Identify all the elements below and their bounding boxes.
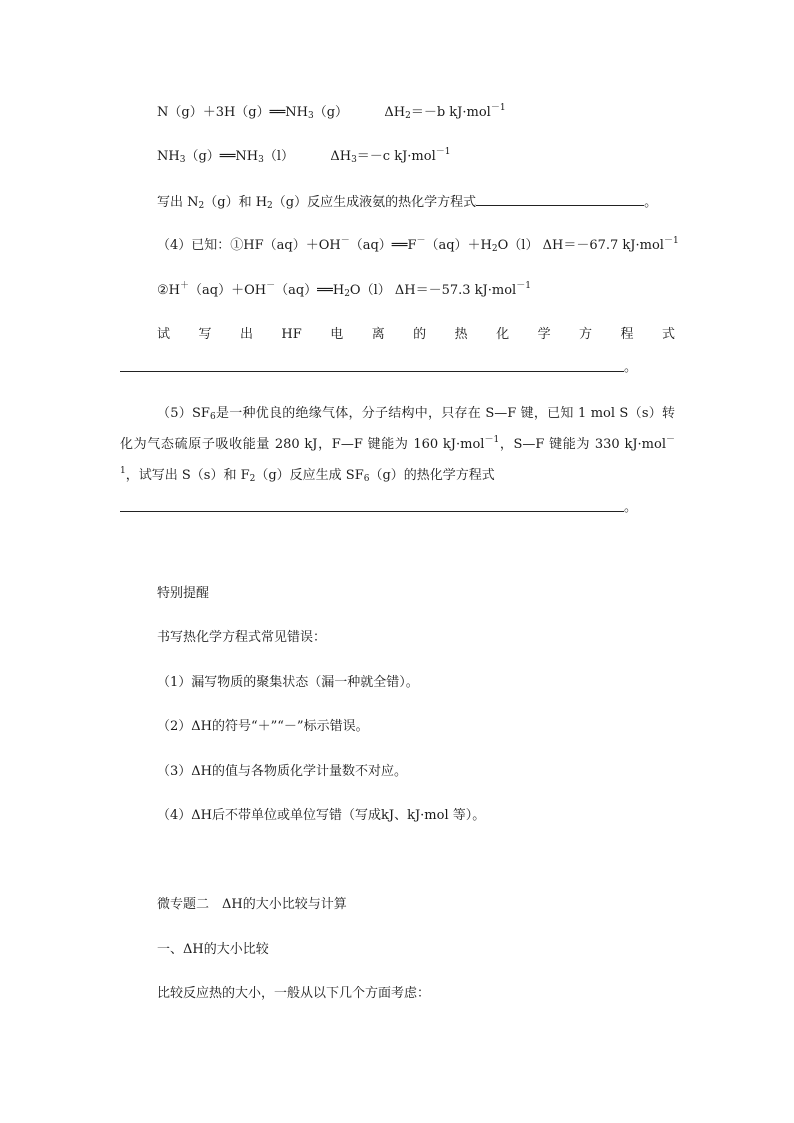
question-4-given-1: （4）已知：$①HF(aq)+OH^-(aq)══F^-(aq)+H_2O(l)$ ΔH＝－67.7 kJ·mol$^{-1}$	[157, 236, 679, 254]
equation-nh3-liquid: $NH_3(g)══NH_3(l)$ $\Delta H_3=-c$ kJ·mol$^{-1}$	[157, 147, 451, 165]
tips-intro: 书写热化学方程式常见错误：	[157, 630, 327, 645]
question-4-prompt: 试 写 出 HF 电 离 的 热 化 学 方 程 式	[157, 327, 675, 342]
answer-blank-q5[interactable]	[120, 510, 624, 512]
question-5: $(5)SF_6$是一种优良的绝缘气体，分子结构中，只存在 S—F 键，已知 1 mol S（s）转化为气态硫原子吸收能量 280 kJ，F—F 键能为 160 kJ·mol$^{-1}$，S—F 键能为 330 kJ·mol$^{-1}$，试写出 S（s）和 $F_2(g)$反应生成 $SF_6(g)$的热化学方程式	[120, 406, 675, 484]
question-4-given-2: $②H^+(aq)+OH^-(aq)══H_2O(l)$ ΔH＝－57.3 kJ·mol$^{-1}$	[157, 281, 531, 299]
question-3-prompt: 写出 $N_2(g)$和 $H_2(g)$反应生成液氨的热化学方程式 。	[157, 191, 657, 213]
period: 。	[624, 360, 638, 375]
tips-item: （3）ΔH的值与各物质化学计量数不对应。	[157, 764, 407, 779]
tips-item: （1）漏写物质的聚集状态（漏一种就全错）。	[157, 675, 419, 690]
period: 。	[624, 500, 638, 515]
tips-item: （2）ΔH的符号“＋”“－”标示错误。	[157, 719, 369, 734]
tips-title: 特别提醒	[157, 586, 210, 601]
section-heading: 一、ΔH的大小比较	[157, 942, 269, 957]
answer-blank[interactable]	[476, 191, 644, 206]
topic-heading: 微专题二 ΔH的大小比较与计算	[157, 897, 347, 912]
answer-blank-q4[interactable]	[120, 370, 624, 372]
paragraph: 比较反应热的大小，一般从以下几个方面考虑：	[157, 986, 431, 1001]
tips-item: （4）ΔH后不带单位或单位写错（写成kJ、kJ·mol 等）。	[157, 808, 486, 823]
equation-nh3-gas: $N(g)+3H(g)══NH_3(g)$ $\Delta H_2=-b$ kJ·mol$^{-1}$	[157, 103, 506, 121]
